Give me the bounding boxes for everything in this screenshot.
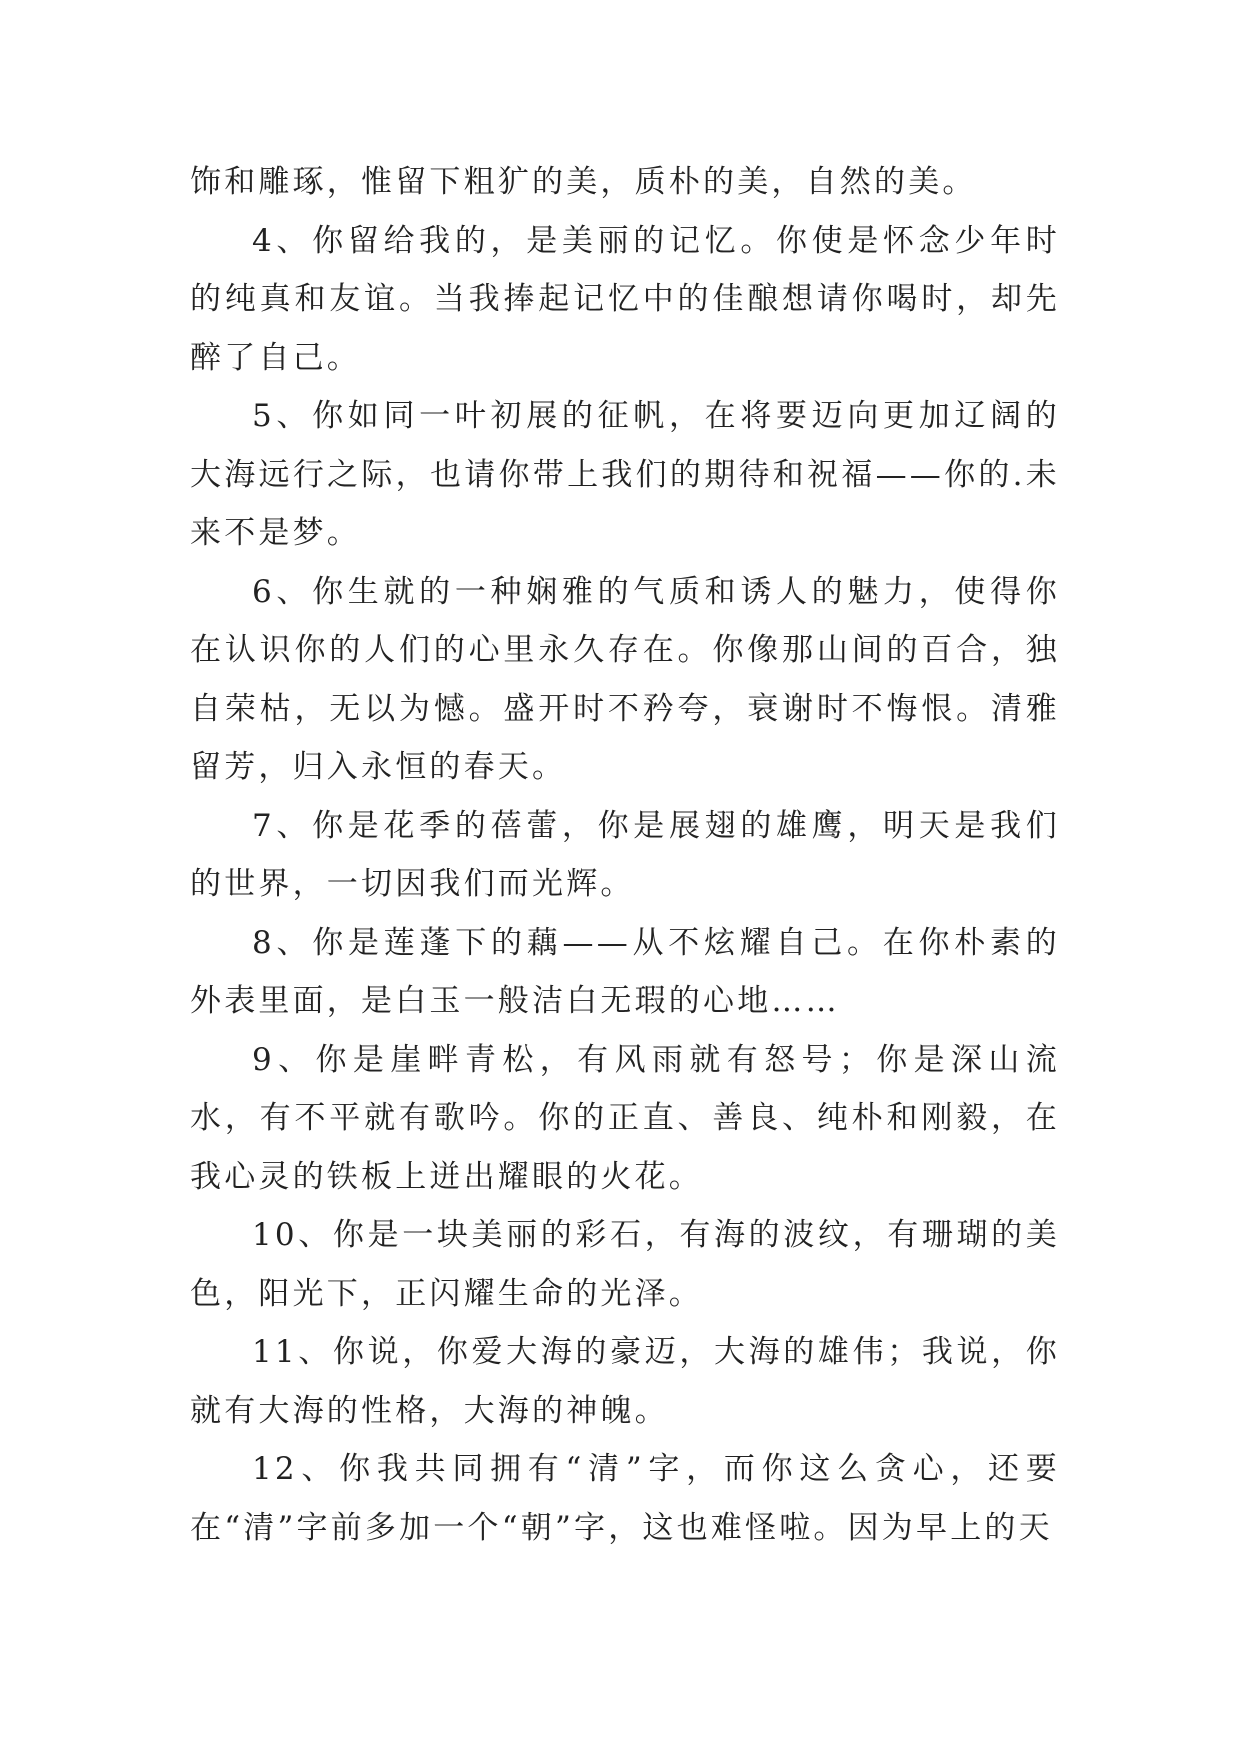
paragraph-item-11: 11、你说，你爱大海的豪迈，大海的雄伟；我说，你就有大海的性格，大海的神魄。 xyxy=(190,1334,1060,1429)
paragraph-continuation: 饰和雕琢，惟留下粗犷的美，质朴的美，自然的美。 xyxy=(190,164,977,200)
paragraph-item-6: 6、你生就的一种娴雅的气质和诱人的魅力，使得你在认识你的人们的心里永久存在。你像那山间的百合，独自荣枯，无以为憾。盛开时不矜夸，衰谢时不悔恨。清雅留芳，归入永恒的春天。 xyxy=(190,573,1060,785)
paragraph-item-4: 4、你留给我的，是美丽的记忆。你使是怀念少年时的纯真和友谊。当我捧起记忆中的佳酿想请你喝时，却先醉了自己。 xyxy=(190,222,1060,376)
paragraph-item-5: 5、你如同一叶初展的征帆，在将要迈向更加辽阔的大海远行之际，也请你带上我们的期待和祝福——你的.未来不是梦。 xyxy=(190,398,1060,551)
paragraph-item-12: 12、你我共同拥有“清”字，而你这么贪心，还要在“清”字前多加一个“朝”字，这也难怪啦。因为早上的天 xyxy=(190,1451,1060,1546)
paragraph-item-9: 9、你是崖畔青松，有风雨就有怒号；你是深山流水，有不平就有歌吟。你的正直、善良、纯朴和刚毅，在我心灵的铁板上迸出耀眼的火花。 xyxy=(190,1041,1060,1195)
document-body xyxy=(190,153,1060,1557)
paragraph-item-8: 8、你是莲蓬下的藕——从不炫耀自己。在你朴素的外表里面，是白玉一般洁白无瑕的心地…… xyxy=(190,924,1060,1019)
paragraph-item-7: 7、你是花季的蓓蕾，你是展翅的雄鹰，明天是我们的世界，一切因我们而光辉。 xyxy=(190,807,1060,902)
paragraph-item-10: 10、你是一块美丽的彩石，有海的波纹，有珊瑚的美色，阳光下，正闪耀生命的光泽。 xyxy=(190,1217,1060,1312)
